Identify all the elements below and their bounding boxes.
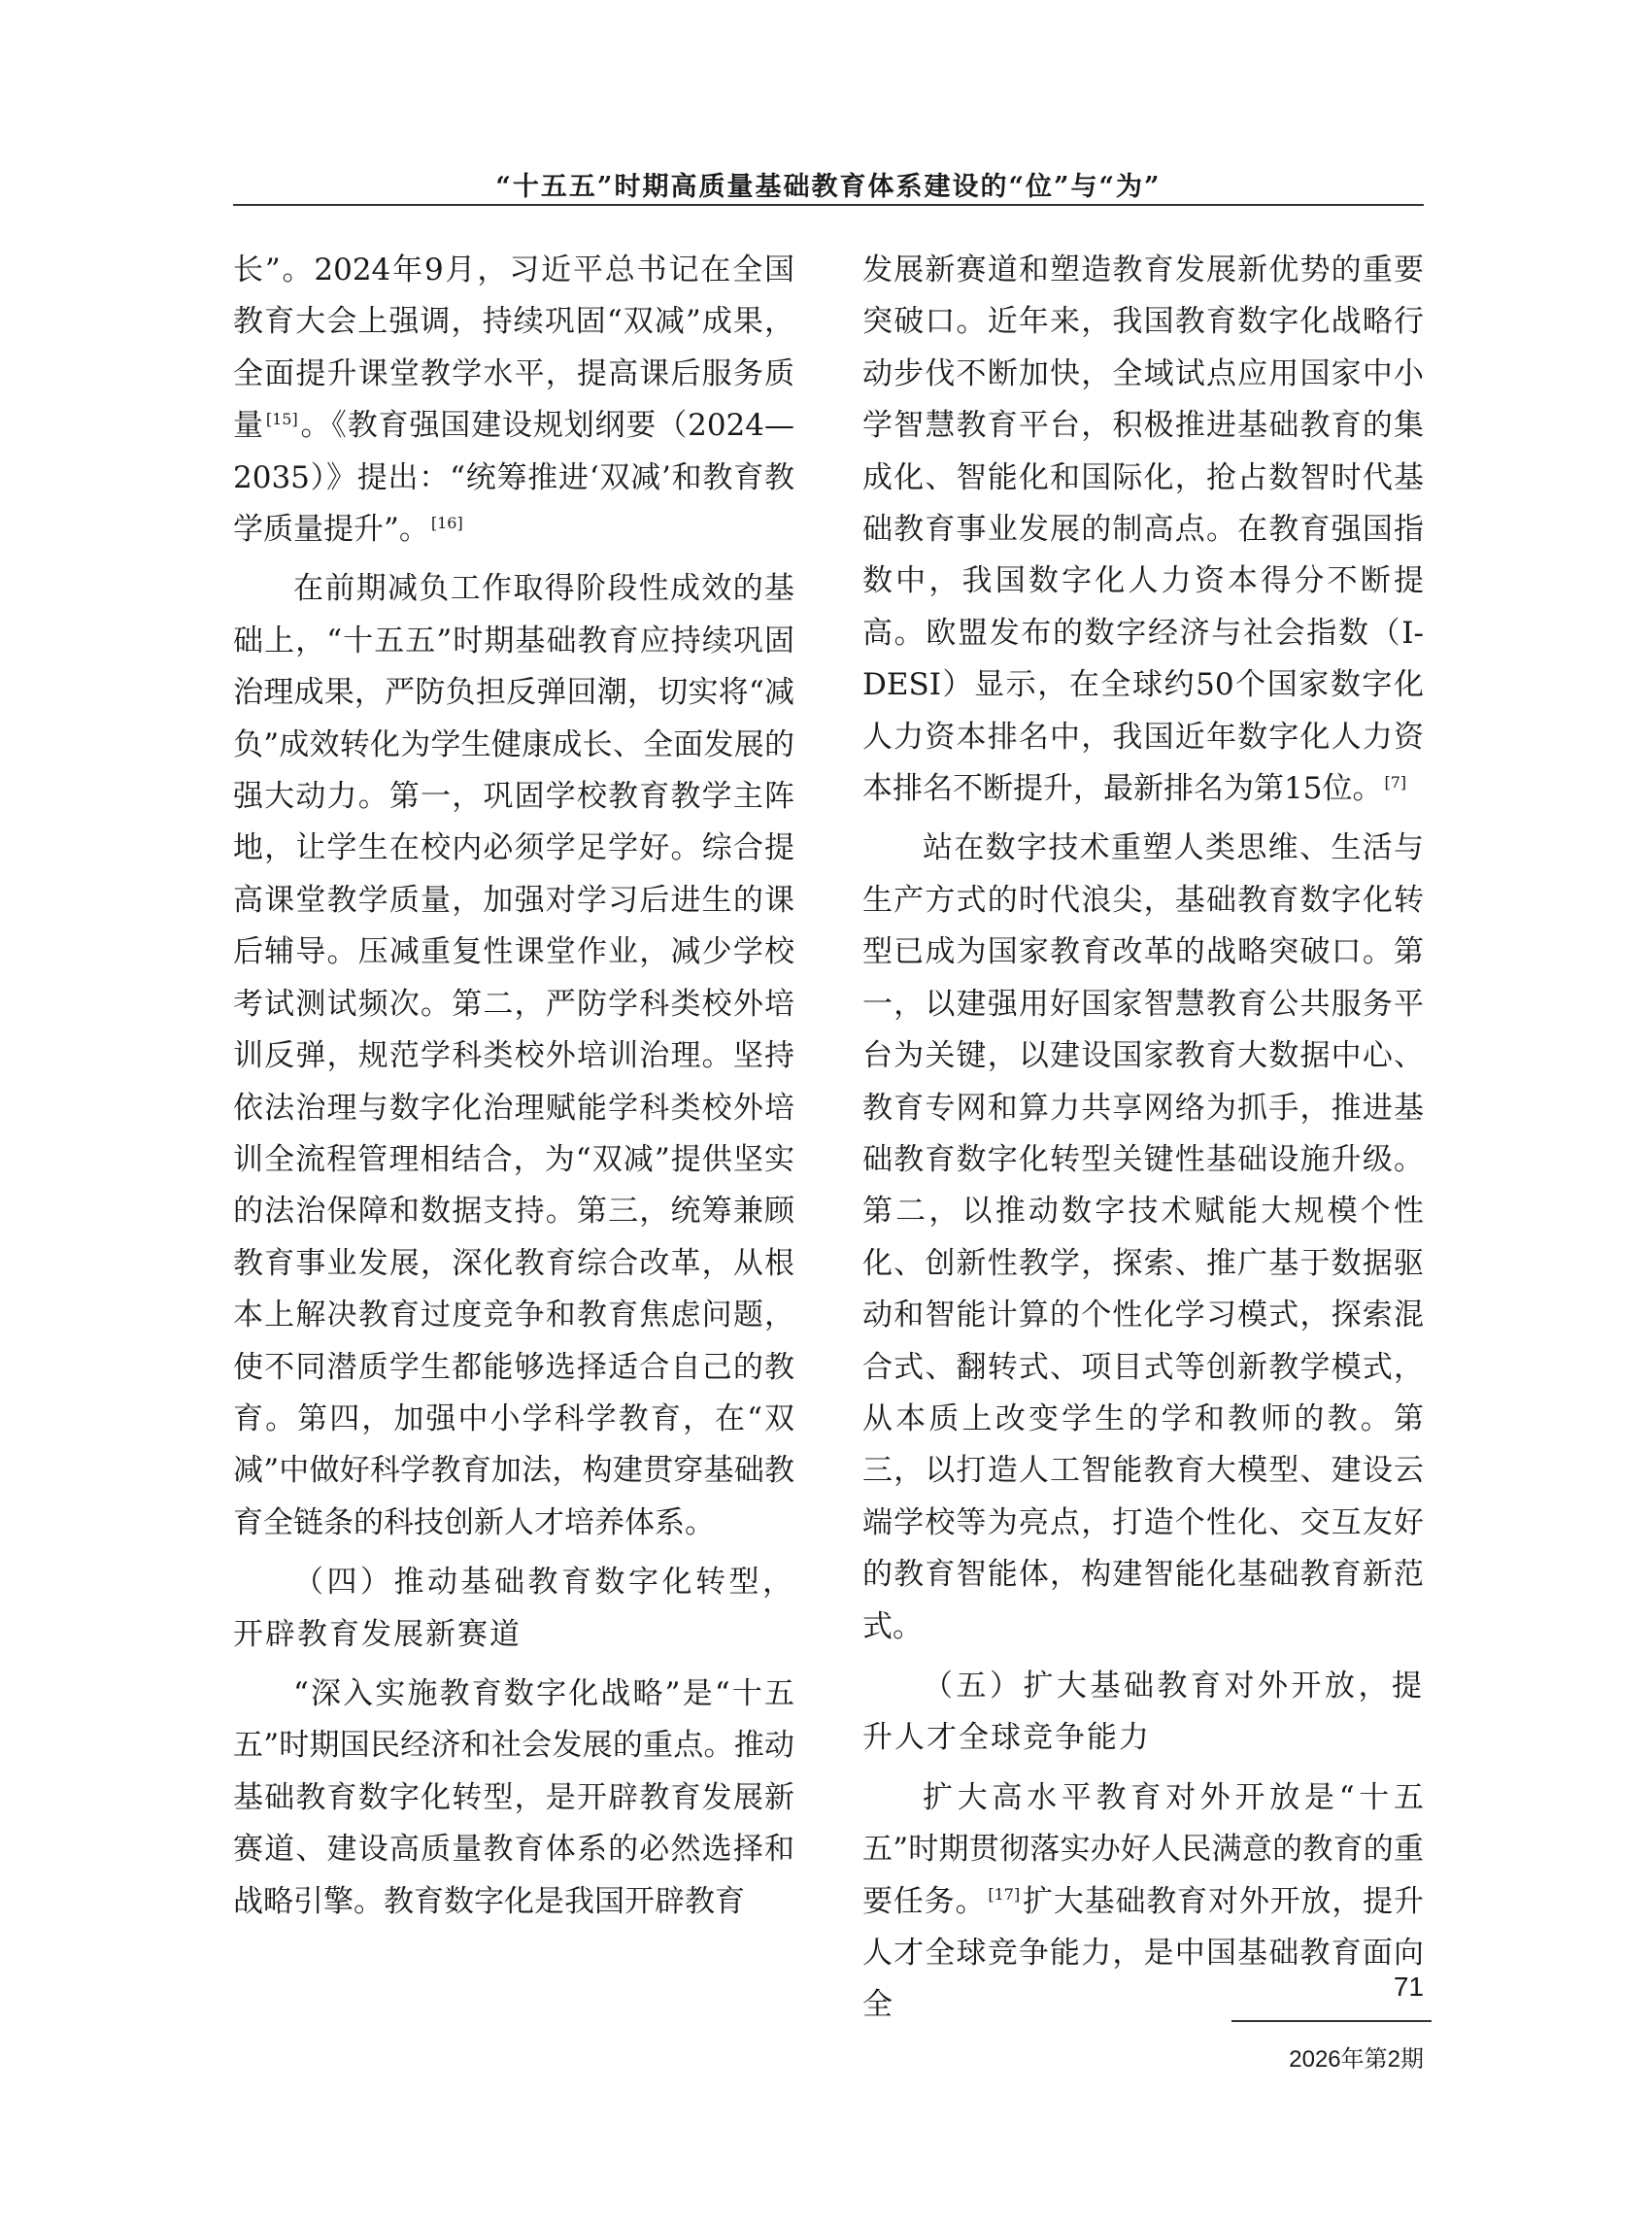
header-rule [233, 204, 1424, 206]
left-paragraph-2: 在前期减负工作取得阶段性成效的基础上，“十五五”时期基础教育应持续巩固治理成果，严防负担反弹回潮，切实将“减负”成效转化为学生健康成长、全面发展的强大动力。第一，巩固学校教育教学主阵地，让学生在校内必须学足学好。综合提高课堂教学质量，加强对学习后进生的课后辅导。压减重复性课堂作业，减少学校考试测试频次。第二，严防学科类校外培训反弹，规范学科类校外培训治理。坚持依法治理与数字化治理赋能学科类校外培训全流程管理相结合，为“双减”提供坚实的法治保障和数据支持。第三，统筹兼顾教育事业发展，深化教育综合改革，从根本上解决教育过度竞争和教育焦虑问题，使不同潜质学生都能够选择适合自己的教育。第四，加强中小学科学教育，在“双减”中做好科学教育加法，构建贯穿基础教育全链条的科技创新人才培养体系。 [233, 571, 794, 1540]
citation-15: [15] [265, 409, 298, 428]
citation-7: [7] [1384, 772, 1407, 792]
left-paragraph-3: “深入实施教育数字化战略”是“十五五”时期国民经济和社会发展的重点。推动基础教育数字化转型，是开辟教育发展新赛道、建设高质量教育体系的必然选择和战略引擎。教育数字化是我国开辟教育 [233, 1675, 794, 1919]
page-number: 71 [1393, 1972, 1424, 2002]
left-column [233, 245, 794, 1928]
right-column [862, 245, 1424, 2032]
right-p3-text-b: 扩大基础教育对外开放，提升人才全球竞争能力，是中国基础教育面向全 [862, 1883, 1425, 2023]
left-paragraph-1 [233, 245, 794, 556]
citation-16: [16] [430, 513, 463, 532]
issue-label: 2026年第2期 [1289, 2046, 1424, 2073]
right-p3-text-a: 扩大高水平教育对外开放是“十五五”时期贯彻落实办好人民满意的教育的重要任务。 [862, 1779, 1424, 1919]
running-header: “十五五”时期高质量基础教育体系建设的“位”与“为” [495, 172, 1162, 202]
footer-rule [1231, 2020, 1432, 2022]
section-heading-4: （四）推动基础教育数字化转型，开辟教育发展新赛道 [233, 1565, 794, 1652]
right-p1-text-a: 发展新赛道和塑造教育发展新优势的重要突破口。近年来，我国教育数字化战略行动步伐不断加快，全域试点应用国家中小学智慧教育平台，积极推进基础教育的集成化、智能化和国际化，抢占数智时代基础教育事业发展的制高点。在教育强国指数中，我国数字化人力资本得分不断提高。欧盟发布的数字经济与社会指数（I-DESI）显示，在全球约50个国家数字化人力资本排名中，我国近年数字化人力资本排名不断提升，最新排名为第15位。 [862, 253, 1424, 807]
right-paragraph-2: 站在数字技术重塑人类思维、生活与生产方式的时代浪尖，基础教育数字化转型已成为国家教育改革的战略突破口。第一，以建强用好国家智慧教育公共服务平台为关键，以建设国家教育大数据中心、教育专网和算力共享网络为抓手，推进基础教育数字化转型关键性基础设施升级。第二，以推动数字技术赋能大规模个性化、创新性教学，探索、推广基于数据驱动和智能计算的个性化学习模式，探索混合式、翻转式、项目式等创新教学模式，从本质上改变学生的学和教师的教。第三，以打造人工智能教育大模型、建设云端学校等为亮点，打造个性化、交互友好的教育智能体，构建智能化基础教育新范式。 [862, 830, 1424, 1644]
right-paragraph-1 [862, 245, 1424, 815]
left-p1-text-a: 长”。2024年9月，习近平总书记在全国教育大会上强调，持续巩固“双减”成果，全面提升课堂教学水平，提高课后服务质量 [233, 253, 794, 444]
citation-17: [17] [988, 1885, 1021, 1905]
section-heading-5: （五）扩大基础教育对外开放，提升人才全球竞争能力 [862, 1668, 1424, 1756]
left-p1-text-b: 。《教育强国建设规划纲要（2024—2035）》提出：“统筹推进‘双减’和教育教学质量提升”。 [233, 408, 794, 548]
